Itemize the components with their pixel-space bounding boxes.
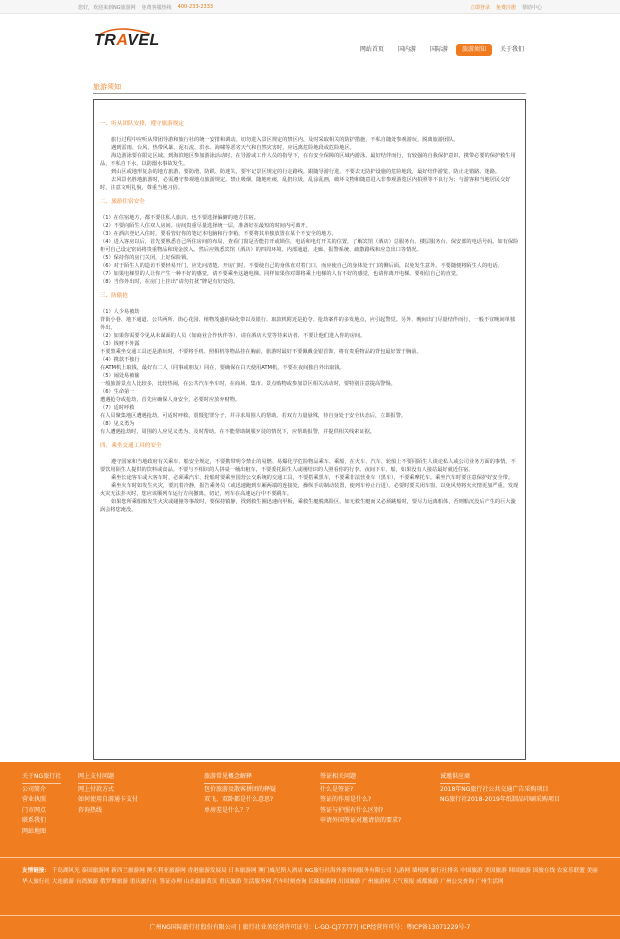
section-line: 在人员聚集地区遭遇抢劫，可适时呼救，震慑犯罪分子，并寻求周围人的帮助。若双方力量悬殊，待自身处于安全状态后，立即报警。 — [100, 413, 407, 419]
footer-link[interactable]: 签证与护照有什么区别? — [320, 806, 384, 814]
section-paragraph: 遵守国家和当地政府有关乘车、船安全规定，不要携带明令禁止的易燃、易爆化学危险物品乘车、乘船，在火车、汽车、轮船上不要同陌生人谈论私人或公司业务方面的事情。不要饮用陌生人提供的饮料或食品。不要与不相识的人拼桌一桶出租车，不要委托陌生人或刚结识的人照看你的行李。夜间下车、船，如果没有人接站最好就近住宿。 — [100, 459, 516, 473]
top-bar — [0, 0, 620, 14]
nav-travel-notice[interactable]: 旅游须知 — [456, 44, 492, 56]
friend-links-list[interactable]: 千岛湖风光 泰国旅游网 新西兰旅游网 澳大利亚旅游网 香港旅游发展局 日本旅游网 澳门威尼斯人酒店 NG旅行社海外游咨询服务有限公司 九游网 墙根网 旅行社排名 中国旅游 美国旅游 韩国旅游 国旅在线 农家乐联盟 美丽华人旅行社 大连旅游 台湾旅游 俄罗斯旅游 重庆旅行社 签证办理 山水旅游黄页 重庆旅游 生活服务网 汽车时刻查询 长隆旅游网 出国旅游 广州旅游网 天气预报 成都旅游 广州公交查询 广州生活网 — [22, 868, 598, 885]
section-line: （7）如果电梯里的人让你产生一种不好的感觉，请不要乘坐这趟电梯。同样如果你对即将乘上电梯的人有不好的感觉，也请你离开电梯。要相信自己的直觉。 — [100, 271, 462, 277]
section-line: （1）人少易被劫 — [100, 309, 140, 315]
footer-column — [320, 772, 401, 827]
main-nav — [354, 44, 530, 56]
register-link[interactable]: 免费注册 — [495, 5, 516, 11]
header — [0, 14, 620, 60]
section-line: （7）适时呼救 — [100, 405, 135, 411]
section-line: （8）当你外出时，在房门上挂出“请勿打扰”牌是有好处的。 — [100, 279, 239, 285]
section-line: （3）钱财不外露 — [100, 341, 140, 347]
footer-link[interactable]: 网站地图 — [22, 827, 47, 835]
logo-text-part: TR — [94, 32, 117, 49]
nav-about[interactable]: 关于我们 — [499, 46, 524, 53]
section-paragraph: 乘坐火车时如发生火灾，要沉着冷静，报告乘务员（或迅速跑到车厢两端的连接处，操纵手动制动装置，使列车停止行进）。必要时要关闭车窗，以免风势将火火情更加严重。发现火灾无法扑灭时，您应该顺列车运行方向撤离。切记，列车在高速运行中不要跳车。 — [100, 483, 519, 497]
section-line: 在ATM机上取钱，最好有二人（同事或朋友）同在，要确保在白天使用ATM机，不要在夜间独自外出取钱。 — [100, 365, 345, 371]
section-line: （4）携款不独行 — [100, 357, 140, 363]
footer-column — [440, 772, 560, 806]
nav-domestic[interactable]: 国内游 — [397, 46, 416, 53]
section-paragraph: 如果您所乘船舶发生火灾或碰撞等事故时，要保持镇静，找到救生圈迅速向甲板，乘救生艇脱离险区。如无救生艇而又必须跳船时，要尽力远离船体，否则船沉没后产生的巨大漩涡会将您淹没。 — [100, 499, 516, 513]
section-paragraph: 海边游泳要在限定区域。到海滨地区参加游泳活动时，在导游或工作人员的指导下，在有安全保障的区域内游泳，最好结伴而行，有较强的自我保护意识，携带必要的保护救生用品，不私自下水，以防溺水事故发生。 — [100, 153, 516, 167]
footer-link[interactable]: 如何使用自游通卡支付 — [78, 796, 139, 803]
section-paragraph: 去风景名胜地旅游时，必需遵守参观地点旅游规定。禁止吸烟，随地吐痰，乱扔垃圾，乱涂乱画，破坏文物和随意进入非参观游览区内拍照等不良行为；与游客和当地居民交好时，注意文明礼貌，尊重当地习俗。 — [100, 177, 511, 191]
section-line: （3）在酒店登记入住时，要看管好你的笔记本电脑和行李箱，不要将其单独放置在某个不安全的地方。 — [100, 231, 337, 237]
footer-link[interactable]: 2018年NG旅行社公共交通广告采购项目 — [440, 785, 549, 793]
footer-link[interactable]: 公司简介 — [22, 785, 47, 793]
section-line: （6）生命第一 — [100, 389, 135, 395]
footer-link[interactable]: NG旅行社2018-2019年纸制品印刷采购项目 — [440, 796, 560, 803]
section-paragraph: 乘坐长途客车或大客车时，必须乘汽车、轮船时要乘坐国营公交系统的交通工具，不要搭乘黑车，不要乘非法营业车（黑车），不要乘摩托车。乘坐汽车时要注意保护好安全带。 — [111, 475, 514, 481]
footer-link[interactable]: 签证的作用是什么? — [320, 796, 372, 803]
section-title: 三、防偷抢 — [100, 293, 128, 299]
friend-links-label: 友情链接： — [22, 868, 50, 874]
section-line: 一般旅游景点人比较多，比较热闹，在公共汽车坐车时，在商场、集市、景点购物或参加景区相关活动时，要特别注意提高警惕。 — [100, 381, 396, 387]
section-paragraph: 到山区或地形复杂的地方旅游，要防滑、防跌、防迷失，要牢记景区规定的行走路线，跟随导游行进，不要去无防护设施的危险地段，最好结伴游览，防止走错路、迷路。 — [111, 169, 501, 175]
footer-link[interactable]: 单房差是什么？？ — [204, 806, 253, 814]
footer-link[interactable]: 申请外国签证对邀请信的要求? — [320, 817, 402, 824]
section-title: 二、旅游住宿安全 — [100, 199, 145, 205]
section-line: 有人遭遇抢劫时，周围的人应见义勇为，及时帮助。在不能帮助制服歹徒的情况下，应帮助报警，并提供相关线索证据。 — [100, 429, 375, 435]
logo-text-accent: A — [116, 32, 128, 49]
section-line: （4）进入客房以后，首先要熟悉自己所住房间的布局，查看门窗是否能打开或锁住，电话和电灯开关的位置，了解宾馆（酒店）总服务台、楼层服务台、保安部的电话号码。如有保险柜可自己设定密码将贵重物品和现金放入。然后应熟悉宾馆（酒店）的四周环境、内部通道、走廊、报警系统、疏散路线和应急出口等情况。 — [100, 239, 519, 253]
footer-column — [22, 772, 61, 837]
footer — [0, 762, 620, 939]
footer-divider-2 — [0, 915, 620, 916]
friend-links — [22, 866, 602, 887]
footer-link[interactable]: 什么是签证? — [320, 785, 354, 793]
site-logo[interactable] — [92, 28, 162, 54]
section-line: （2）不要向陌生人住双人房间。房间贵重尽量选择统一层，准备好在最短的时间内可离开。 — [100, 223, 311, 229]
footer-link[interactable]: 咨询热线 — [78, 806, 103, 814]
service-phone: 400-233-2333 — [177, 4, 214, 10]
footer-column-heading: 诚邀供应商 — [440, 772, 470, 784]
logo-text-rest: VEL — [127, 32, 160, 49]
article-content — [93, 99, 526, 760]
section-line: 不要黑乘坐交通工具还是游玩时，不要将手机、照相机等物品挂在胸前，旅游时最好不要佩戴金银首饰，将有贵重物品的背包最好置于胸前。 — [100, 349, 422, 355]
footer-columns — [22, 772, 602, 847]
logo-text — [94, 32, 160, 50]
section-line: （6）对于陌生人的造访不要轻易开门，应先问清楚。开房门时，不要使自己的身体直对着门口，而应使自己的身体处于门的侧后面，以免发生意外。不要随便将陌生人的电话。 — [100, 263, 503, 269]
section-title: 一、听从团队安排，遵守旅游规定 — [100, 121, 184, 127]
section-line: （1）在住宿地方，都不要住私人旅店，也不要选择偏僻的地方住宿。 — [100, 215, 259, 221]
login-link[interactable]: 立即登录 — [469, 5, 490, 11]
section-line: 遭遇抢夺或抢劫，首先应确保人身安全，必要时应放弃财物。 — [100, 397, 241, 403]
footer-column-heading: 关于NG旅行社 — [22, 772, 61, 784]
section-line: 背街小巷、地下通道、公共两所、街心花园、植物茂盛的绿化带以及银行、取款机附近是抢夺、抢劫案件的多发地点，应引起警觉。另外，晚间出门尽量结伴而行，一般不宜晚间单独外出。 — [100, 317, 516, 331]
page-title: 旅游须知 — [93, 83, 121, 91]
footer-link[interactable]: 门市网点 — [22, 806, 47, 814]
copyright: 广州NG国际旅行社股份有限公司 | 旅行社业务经营许可证号：L-GD-CJ77777| ICP经营许可号：粤ICP备13071229号-7 — [149, 924, 471, 931]
section-paragraph: 旅行过程中应听从带团导游和旅行社的统一安排和调动。切勿进入景区规定的禁区内，及时采取相关的防护措施，不私自随处参观游玩，脱离旅游团队。 — [111, 137, 459, 143]
section-line: （8）见义勇为 — [100, 421, 135, 427]
footer-link[interactable]: 网上付款方式 — [78, 785, 115, 793]
section-paragraph: 遇到雷雨、台风、热带风暴、泥石流、洪水、海啸等恶劣天气和自然灾害时，应远离危险地段或危险地区。 — [111, 145, 355, 151]
nav-international[interactable]: 国际游 — [429, 46, 448, 53]
footer-link[interactable]: 营业执照 — [22, 796, 47, 803]
section-line: （5）保持你的房门关闭，上好保险锁。 — [100, 255, 192, 261]
footer-column — [204, 772, 276, 816]
service-label: 免费客服热线 — [141, 5, 172, 11]
footer-divider — [0, 857, 620, 858]
nav-home[interactable]: 网站首页 — [359, 46, 384, 53]
footer-column — [78, 772, 138, 816]
footer-link[interactable]: 双飞、双卧都是什么意思? — [204, 796, 274, 803]
footer-link[interactable]: 联系我们 — [22, 817, 47, 824]
footer-column-heading: 签证相关问题 — [320, 772, 356, 784]
help-link[interactable]: 帮助中心 — [521, 5, 542, 11]
footer-link[interactable]: 包价旅游及散客拼团的释疑 — [204, 785, 277, 793]
footer-column-heading: 网上支付问题 — [78, 772, 114, 784]
title-divider — [93, 93, 526, 94]
footer-column-heading: 旅游常见概念解释 — [204, 772, 252, 784]
section-line: （2）如果你需要令见从未谋面的人员（如商业合作伙伴等），请在酒店大堂等待来访者，不要让他们进入你的房间。 — [100, 333, 366, 339]
section-line: （5）闹处易被偷 — [100, 373, 140, 379]
section-title: 四、乘坐交通工具的安全 — [100, 443, 162, 449]
welcome-text: 您好，欢迎来到NG旅游网 — [78, 5, 136, 11]
